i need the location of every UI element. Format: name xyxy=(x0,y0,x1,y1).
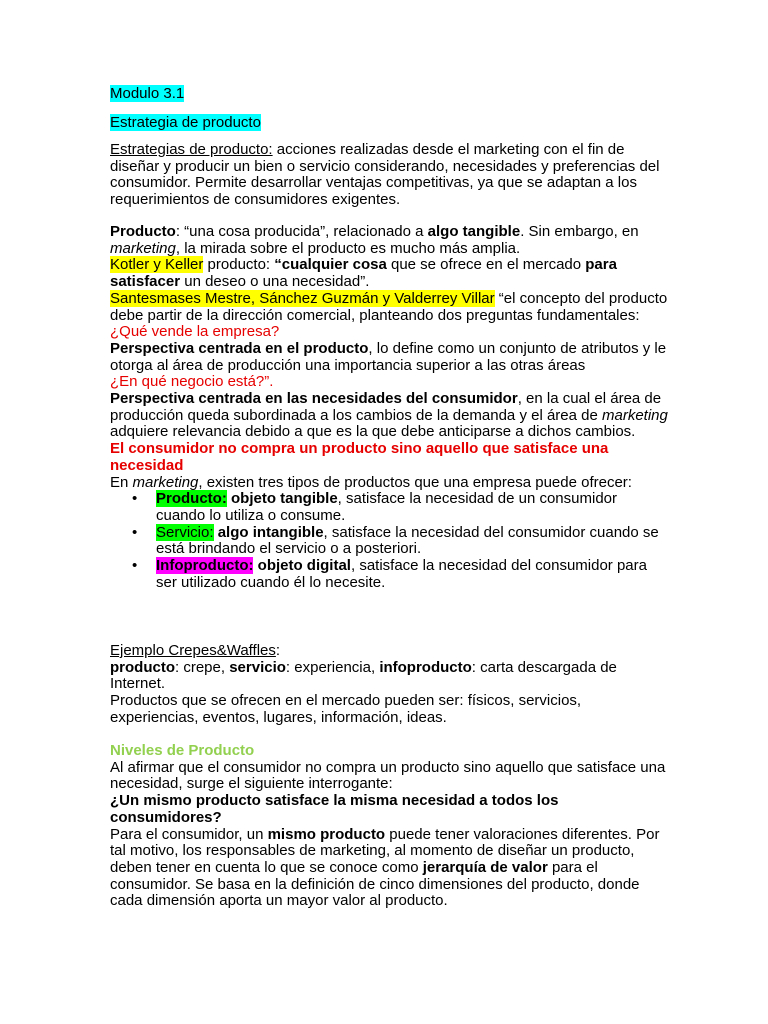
perspective-product xyxy=(110,341,670,374)
bullet-text: , satisface la necesidad del consumidor para ser utilizado cuando él lo necesite. xyxy=(156,557,647,591)
types-italic: marketing xyxy=(132,473,199,491)
perspective-consumer xyxy=(110,391,670,441)
answer-text: para el consumidor. Se basa en la definición de cinco dimensiones del producto, donde cada dimensión aporta un mayor valor al producto. xyxy=(110,858,640,910)
niveles-paragraph: Al afirmar que el consumidor no compra un producto sino aquello que satisface una necesidad, surge el siguiente interrogante: xyxy=(110,758,666,793)
bullet-text: , satisface la necesidad de un consumidor cuando lo utiliza o consume. xyxy=(156,490,618,524)
kotler-text: producto: xyxy=(203,256,275,274)
bullet-bold: objeto tangible xyxy=(226,490,338,508)
example-title xyxy=(110,643,670,660)
example-bold: infoproducto xyxy=(379,658,472,676)
perspective-consumer-text: , en la cual el área de producción queda subordinada a los cambios de la demanda y el área de xyxy=(110,390,662,424)
perspective-product-title: Perspectiva centrada en el producto xyxy=(110,339,369,357)
example-text: : experiencia, xyxy=(285,658,380,676)
intro-paragraph xyxy=(110,142,670,209)
santesmases-text: “el concepto del producto debe partir de la dirección comercial, planteando dos preguntas fundamentales: xyxy=(110,289,668,324)
kotler-definition xyxy=(110,257,670,290)
kotler-bold: “cualquier cosa xyxy=(274,256,387,274)
perspective-product-text: , lo define como un conjunto de atributos y le otorga al área de producción una importancia superior a las otras áreas xyxy=(110,339,667,374)
bullet-label: Servicio: xyxy=(156,523,214,541)
list-item xyxy=(110,558,670,591)
module-label: Modulo 3.1 xyxy=(110,85,185,102)
product-types-list xyxy=(110,491,670,591)
example-text: : carta descargada de Internet. xyxy=(110,658,617,693)
producto-term: Producto xyxy=(110,223,176,240)
producto-text: : “una cosa producida”, relacionado a xyxy=(175,223,428,240)
producto-bold: algo tangible xyxy=(427,223,521,240)
niveles-section xyxy=(110,743,670,910)
example-types: Productos que se ofrecen en el mercado pueden ser: físicos, servicios, experiencias, eventos, lugares, información, ideas. xyxy=(110,692,582,726)
producto-text: . Sin embargo, en xyxy=(520,223,639,240)
bullet-label: Infoproducto: xyxy=(156,557,254,575)
intro-term: Estrategias de producto: xyxy=(110,141,273,158)
santesmases-authors: Santesmases Mestre, Sánchez Guzmán y Valderrey Villar xyxy=(110,289,495,307)
answer-bold: mismo producto xyxy=(267,825,386,843)
types-intro xyxy=(110,475,670,492)
producto-paragraph xyxy=(110,224,670,591)
example-bold: servicio xyxy=(229,658,286,676)
section-title xyxy=(110,115,670,132)
types-text: En xyxy=(110,473,133,491)
intro-text: acciones realizadas desde el marketing con el fin de diseñar y producir un bien o servicio considerando, necesidades y preferencias del consumidor. Permite desarrollar ventajas competitivas, ya que se adaptan a los requerimientos de consumidores exigentes. xyxy=(110,141,660,209)
perspective-consumer-text: adquiere relevancia debido a que es la que debe anticiparse a dichos cambios. xyxy=(110,423,636,441)
bullet-bold: algo intangible xyxy=(213,523,324,541)
answer-text: Para el consumidor, un xyxy=(110,825,268,843)
example-title-text: Ejemplo Crepes&Waffles xyxy=(110,642,276,659)
bullet-icon: • xyxy=(132,490,138,508)
kotler-text: que se ofrece en el mercado xyxy=(386,256,586,274)
perspective-consumer-italic: marketing xyxy=(602,406,668,424)
answer-text: puede tener valoraciones diferentes. Por tal motivo, los responsables de marketing, al momento de diseñar un producto, deben tener en cuenta lo que se conoce como xyxy=(110,825,660,876)
kotler-text: un deseo o una necesidad”. xyxy=(180,273,370,291)
producto-definition xyxy=(110,224,670,257)
santesmases-definition xyxy=(110,291,670,324)
answer-bold: jerarquía de valor xyxy=(422,858,548,876)
bullet-bold: objeto digital xyxy=(253,557,351,575)
module-title xyxy=(110,86,670,103)
types-text: , existen tres tipos de productos que una empresa puede ofrecer: xyxy=(198,473,632,491)
question-two: ¿En qué negocio está?”. xyxy=(110,373,274,391)
key-statement: El consumidor no compra un producto sino aquello que satisface una necesidad xyxy=(110,440,609,474)
kotler-bold: para satisfacer xyxy=(110,256,617,291)
niveles-answer xyxy=(110,827,670,911)
example-text: : crepe, xyxy=(175,658,230,676)
perspective-consumer-title: Perspectiva centrada en las necesidades del consumidor xyxy=(110,390,518,408)
list-item xyxy=(110,525,670,558)
question-one: ¿Qué vende la empresa? xyxy=(110,323,280,341)
example-section xyxy=(110,643,670,727)
producto-italic: marketing xyxy=(110,239,176,257)
section-label: Estrategia de producto xyxy=(110,114,261,131)
bullet-label: Producto: xyxy=(156,490,227,508)
bullet-icon: • xyxy=(132,557,138,575)
example-bold: producto xyxy=(110,658,175,676)
niveles-heading: Niveles de Producto xyxy=(110,742,255,759)
producto-text: , la mirada sobre el producto es mucho más amplia. xyxy=(175,239,521,257)
niveles-question: ¿Un mismo producto satisface la misma necesidad a todos los consumidores? xyxy=(110,792,559,826)
bullet-icon: • xyxy=(132,523,138,541)
kotler-authors: Kotler y Keller xyxy=(110,256,204,274)
example-colon: : xyxy=(275,642,281,659)
example-products xyxy=(110,660,670,693)
list-item xyxy=(110,491,670,524)
bullet-text: , satisface la necesidad del consumidor cuando se está brindando el servicio o a posteriori. xyxy=(156,523,659,558)
